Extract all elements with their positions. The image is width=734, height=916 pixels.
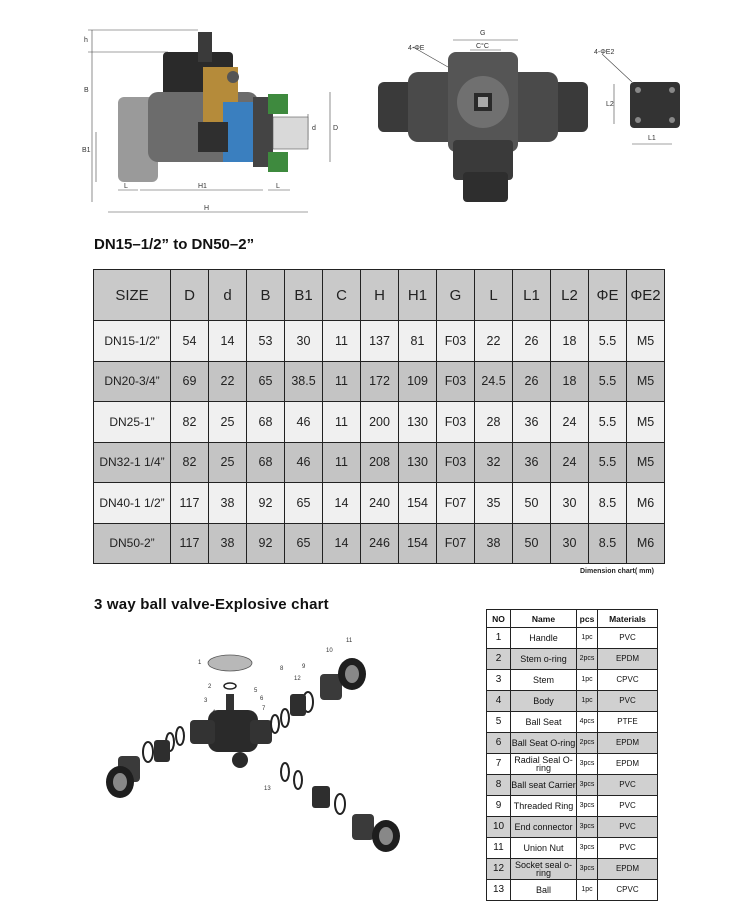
dimension-cell: 246: [361, 523, 399, 564]
column-header: NO: [487, 610, 511, 628]
materials-table: [486, 609, 658, 901]
dim-label: B1: [82, 147, 91, 154]
part-number-cell: 1: [487, 628, 511, 649]
material-cell: PVC: [598, 838, 658, 859]
dimension-cell: F07: [437, 523, 475, 564]
material-cell: PVC: [598, 628, 658, 649]
dimension-cell: 30: [551, 483, 589, 524]
dimension-cell: 24: [551, 402, 589, 443]
quantity-cell: 2pcs: [577, 733, 598, 754]
dimension-cell: M5: [627, 321, 665, 362]
material-row: [487, 649, 658, 670]
dimension-row: [94, 361, 665, 402]
part-number: 5: [254, 688, 258, 694]
flange-drawing: [592, 44, 692, 154]
part-number-cell: 12: [487, 859, 511, 880]
dim-label: H1: [198, 183, 207, 190]
column-header: ΦE2: [627, 270, 665, 321]
column-header: B: [247, 270, 285, 321]
dimension-cell: 117: [171, 523, 209, 564]
material-row: [487, 670, 658, 691]
part-number-cell: 2: [487, 649, 511, 670]
column-header: H: [361, 270, 399, 321]
dimension-cell: 26: [513, 321, 551, 362]
dimension-cell: 38: [209, 523, 247, 564]
size-cell: DN32-1 1/4”: [94, 442, 171, 483]
quantity-cell: 3pcs: [577, 754, 598, 775]
dimension-cell: 82: [171, 402, 209, 443]
dimension-cell: 81: [399, 321, 437, 362]
column-header: ΦE: [589, 270, 627, 321]
dimension-cell: 30: [551, 523, 589, 564]
quantity-cell: 4pcs: [577, 712, 598, 733]
part-number: 7: [262, 706, 266, 712]
part-name-cell: Radial Seal O-ring: [511, 754, 577, 775]
part-number-cell: 10: [487, 817, 511, 838]
material-cell: EPDM: [598, 859, 658, 880]
quantity-cell: 3pcs: [577, 796, 598, 817]
part-number: 2: [208, 684, 212, 690]
material-row: [487, 817, 658, 838]
column-header: L: [475, 270, 513, 321]
dimension-cell: 38.5: [285, 361, 323, 402]
column-header: D: [171, 270, 209, 321]
dimension-cell: 30: [285, 321, 323, 362]
dim-label: G: [480, 30, 486, 37]
dim-label: L: [124, 183, 128, 190]
valve-side-section-drawing: [78, 22, 368, 222]
part-name-cell: Ball Seat O-ring: [511, 733, 577, 754]
dimension-cell: 25: [209, 402, 247, 443]
size-cell: DN20-3/4”: [94, 361, 171, 402]
dimension-cell: 32: [475, 442, 513, 483]
dimension-cell: F03: [437, 321, 475, 362]
dim-label: H: [204, 205, 210, 212]
column-header: Materials: [598, 610, 658, 628]
dimension-table: [93, 269, 665, 564]
part-number-cell: 7: [487, 754, 511, 775]
dimension-cell: 130: [399, 442, 437, 483]
dimension-cell: 65: [285, 483, 323, 524]
dim-label: 4-ΦE: [408, 45, 425, 52]
quantity-cell: 3pcs: [577, 817, 598, 838]
material-cell: EPDM: [598, 754, 658, 775]
material-cell: PVC: [598, 796, 658, 817]
part-number: 10: [326, 648, 333, 654]
dimension-cell: F07: [437, 483, 475, 524]
part-name-cell: Union Nut: [511, 838, 577, 859]
size-cell: DN50-2”: [94, 523, 171, 564]
quantity-cell: 1pc: [577, 670, 598, 691]
dim-label: d: [312, 125, 316, 132]
dimension-cell: 130: [399, 402, 437, 443]
quantity-cell: 2pcs: [577, 649, 598, 670]
dimension-cell: 46: [285, 442, 323, 483]
dimension-cell: 172: [361, 361, 399, 402]
part-number-cell: 9: [487, 796, 511, 817]
column-header: H1: [399, 270, 437, 321]
dimension-cell: 200: [361, 402, 399, 443]
column-header: G: [437, 270, 475, 321]
dimension-cell: 65: [247, 361, 285, 402]
dimension-cell: 36: [513, 402, 551, 443]
part-number-cell: 13: [487, 880, 511, 901]
part-number: 6: [260, 696, 264, 702]
quantity-cell: 1pc: [577, 628, 598, 649]
dimension-cell: 24: [551, 442, 589, 483]
part-number: 3: [204, 698, 208, 704]
dimension-cell: 137: [361, 321, 399, 362]
material-cell: EPDM: [598, 733, 658, 754]
part-number: 8: [280, 666, 284, 672]
dimension-cell: 25: [209, 442, 247, 483]
dimension-cell: 22: [475, 321, 513, 362]
column-header: L1: [513, 270, 551, 321]
part-name-cell: Socket seal o-ring: [511, 859, 577, 880]
part-name-cell: Body: [511, 691, 577, 712]
dim-label: L2: [606, 101, 614, 108]
column-header: C: [323, 270, 361, 321]
dim-label: h: [84, 37, 88, 44]
dimension-cell: 117: [171, 483, 209, 524]
material-row: [487, 880, 658, 901]
dimension-cell: 38: [209, 483, 247, 524]
material-row: [487, 733, 658, 754]
part-number-cell: 5: [487, 712, 511, 733]
dimension-row: [94, 483, 665, 524]
dimension-cell: 8.5: [589, 483, 627, 524]
quantity-cell: 1pc: [577, 691, 598, 712]
material-row: [487, 775, 658, 796]
material-cell: EPDM: [598, 649, 658, 670]
part-number-cell: 8: [487, 775, 511, 796]
part-number: 13: [264, 786, 271, 792]
valve-top-view-drawing: [378, 22, 588, 212]
material-row: [487, 691, 658, 712]
material-cell: CPVC: [598, 880, 658, 901]
dim-label: 4-ΦE2: [594, 49, 615, 56]
dimension-cell: 109: [399, 361, 437, 402]
dimension-row: [94, 442, 665, 483]
dim-label: C°C: [476, 43, 489, 50]
part-name-cell: Stem o-ring: [511, 649, 577, 670]
dimension-cell: 24.5: [475, 361, 513, 402]
part-number-cell: 3: [487, 670, 511, 691]
dimension-cell: 46: [285, 402, 323, 443]
dimension-cell: 26: [513, 361, 551, 402]
dimension-cell: 11: [323, 442, 361, 483]
dimension-cell: 5.5: [589, 321, 627, 362]
dimension-cell: 36: [513, 442, 551, 483]
dimension-cell: 68: [247, 402, 285, 443]
quantity-cell: 3pcs: [577, 775, 598, 796]
part-number: 9: [302, 664, 306, 670]
column-header: L2: [551, 270, 589, 321]
material-cell: PVC: [598, 817, 658, 838]
dimension-cell: 50: [513, 483, 551, 524]
dimension-cell: F03: [437, 402, 475, 443]
explosive-chart-title: 3 way ball valve-Explosive chart: [94, 596, 329, 613]
dimension-cell: 11: [323, 402, 361, 443]
dimension-row: [94, 402, 665, 443]
size-cell: DN25-1”: [94, 402, 171, 443]
part-name-cell: End connector: [511, 817, 577, 838]
dimension-cell: 50: [513, 523, 551, 564]
size-cell: DN15-1/2”: [94, 321, 171, 362]
dimension-cell: 22: [209, 361, 247, 402]
dimension-cell: 69: [171, 361, 209, 402]
column-header: B1: [285, 270, 323, 321]
dimension-cell: 208: [361, 442, 399, 483]
quantity-cell: 3pcs: [577, 838, 598, 859]
dimension-cell: 38: [475, 523, 513, 564]
dimension-cell: 11: [323, 321, 361, 362]
materials-header-row: [487, 610, 658, 628]
dimension-cell: F03: [437, 361, 475, 402]
quantity-cell: 1pc: [577, 880, 598, 901]
material-cell: PTFE: [598, 712, 658, 733]
dimension-cell: 5.5: [589, 402, 627, 443]
dimension-cell: M5: [627, 361, 665, 402]
dimension-row: [94, 321, 665, 362]
dimension-cell: 154: [399, 523, 437, 564]
dimension-cell: F03: [437, 442, 475, 483]
dimension-cell: M5: [627, 402, 665, 443]
part-name-cell: Threaded Ring: [511, 796, 577, 817]
dimension-cell: 18: [551, 321, 589, 362]
dimension-cell: 8.5: [589, 523, 627, 564]
part-number: 1: [198, 660, 202, 666]
column-header: SIZE: [94, 270, 171, 321]
material-row: [487, 838, 658, 859]
dimension-cell: 92: [247, 523, 285, 564]
dimension-cell: 28: [475, 402, 513, 443]
dimension-cell: 53: [247, 321, 285, 362]
part-name-cell: Handle: [511, 628, 577, 649]
dimension-cell: 92: [247, 483, 285, 524]
part-number-cell: 11: [487, 838, 511, 859]
column-header: Name: [511, 610, 577, 628]
part-name-cell: Ball: [511, 880, 577, 901]
dimension-cell: 18: [551, 361, 589, 402]
exploded-view-drawing: [90, 628, 420, 890]
dimension-cell: 82: [171, 442, 209, 483]
material-row: [487, 796, 658, 817]
part-number-cell: 4: [487, 691, 511, 712]
dimension-cell: 54: [171, 321, 209, 362]
material-row: [487, 754, 658, 775]
part-number: 4: [212, 710, 216, 716]
material-row: [487, 859, 658, 880]
section-title: DN15–1/2” to DN50–2”: [94, 236, 255, 253]
part-name-cell: Ball Seat: [511, 712, 577, 733]
part-name-cell: Stem: [511, 670, 577, 691]
size-cell: DN40-1 1/2”: [94, 483, 171, 524]
dimension-cell: 5.5: [589, 442, 627, 483]
dimension-cell: 14: [323, 483, 361, 524]
dim-label: L: [276, 183, 280, 190]
dim-label: D: [333, 125, 339, 132]
column-header: pcs: [577, 610, 598, 628]
dimension-caption: Dimension chart( mm): [580, 568, 654, 575]
dimension-cell: M5: [627, 442, 665, 483]
dim-label: B: [84, 87, 89, 94]
material-cell: PVC: [598, 691, 658, 712]
dimension-cell: M6: [627, 483, 665, 524]
dimension-cell: 5.5: [589, 361, 627, 402]
part-number: 12: [294, 676, 301, 682]
material-cell: CPVC: [598, 670, 658, 691]
material-row: [487, 628, 658, 649]
dim-label: L1: [648, 135, 656, 142]
dimension-cell: 14: [209, 321, 247, 362]
dimension-cell: 35: [475, 483, 513, 524]
dimension-cell: 14: [323, 523, 361, 564]
dimension-cell: 154: [399, 483, 437, 524]
part-name-cell: Ball seat Carrier: [511, 775, 577, 796]
part-number-cell: 6: [487, 733, 511, 754]
part-number: 11: [346, 638, 353, 644]
dimension-cell: 68: [247, 442, 285, 483]
dimension-cell: 65: [285, 523, 323, 564]
dimension-cell: 240: [361, 483, 399, 524]
dimension-cell: 11: [323, 361, 361, 402]
material-row: [487, 712, 658, 733]
dimension-row: [94, 523, 665, 564]
quantity-cell: 3pcs: [577, 859, 598, 880]
material-cell: PVC: [598, 775, 658, 796]
dimension-header-row: [94, 270, 665, 321]
column-header: d: [209, 270, 247, 321]
dimension-cell: M6: [627, 523, 665, 564]
